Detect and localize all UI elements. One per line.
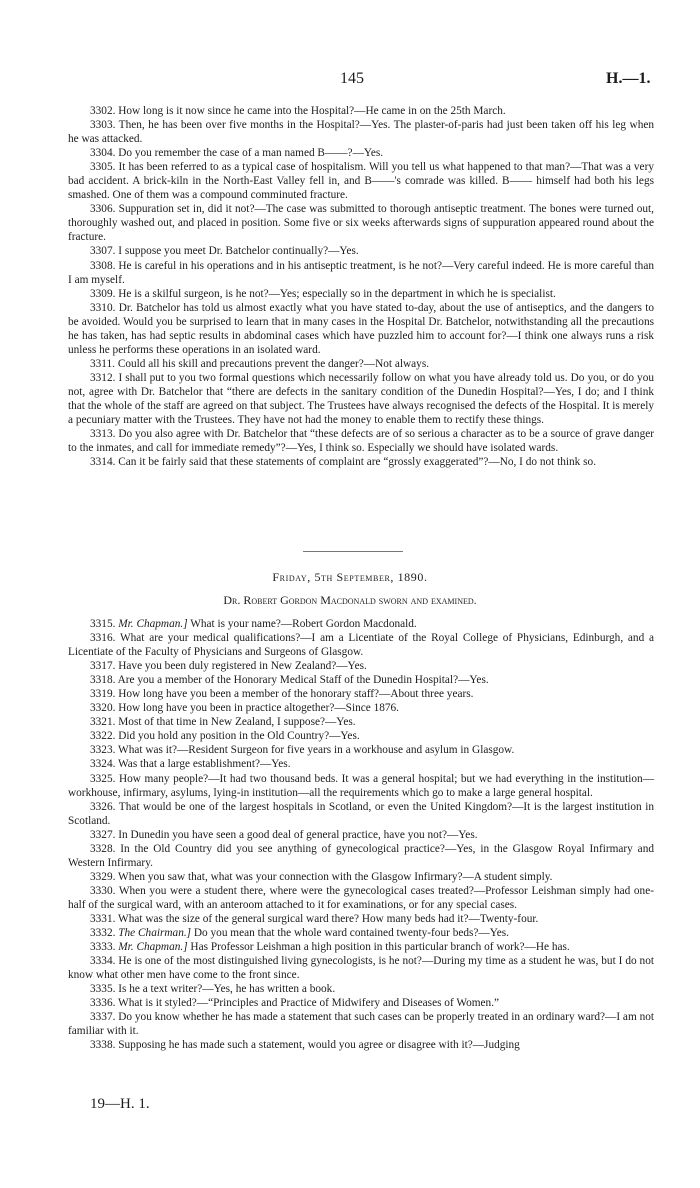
testimony-paragraph xyxy=(68,772,654,800)
question-answer-text: Do you know whether he has made a statement that such cases can be properly treated in an ordinary ward?—I am not familiar with it. xyxy=(68,1011,654,1038)
document-reference: H.—1. xyxy=(606,70,651,87)
testimony-paragraph xyxy=(68,659,654,673)
question-answer-text: Do you mean that the whole ward contained twenty-four beds?—Yes. xyxy=(191,927,509,940)
testimony-paragraph: 3304. Do you remember the case of a man named B——?—Yes. xyxy=(90,147,384,160)
testimony-paragraph xyxy=(68,1010,654,1038)
question-number: 3335. xyxy=(90,983,116,996)
question-answer-text: Has Professor Leishman a high position in this particular branch of work?—He has. xyxy=(187,941,570,954)
question-number: 3333. xyxy=(90,941,116,954)
testimony-paragraph xyxy=(68,912,654,926)
testimony-paragraph xyxy=(68,982,654,996)
question-number: 3326. xyxy=(90,800,116,813)
testimony-paragraph: 3303. Then, he has been over five months in the Hospital?—Yes. The plaster-of-paris had just been taken off his leg when he was attacked. xyxy=(68,119,654,146)
question-answer-text: He is one of the most distinguished living gynecologists, is he not?—During my time as a student he was, but I do not know what other men have come to the front since. xyxy=(68,955,654,982)
question-answer-text: What was it?—Resident Surgeon for five years in a workhouse and asylum in Glasgow. xyxy=(115,744,515,757)
testimony-section-2 xyxy=(68,617,654,1052)
question-number: 3331. xyxy=(90,912,116,925)
question-number: 3322. xyxy=(90,730,116,743)
testimony-paragraph xyxy=(68,631,654,659)
question-number: 3317. xyxy=(90,660,116,673)
question-answer-text: What are your medical qualifications?—I am a Licentiate of the Royal College of Physicians, Edinburgh, and a Licentiate of the Faculty of Physicians and Surgeons of Glasgow. xyxy=(68,632,654,659)
question-number: 3319. xyxy=(90,688,116,701)
question-answer-text: Have you been duly registered in New Zealand?—Yes. xyxy=(115,660,367,673)
question-number: 3334. xyxy=(90,955,116,968)
testimony-paragraph xyxy=(68,701,654,715)
question-answer-text: Did you hold any position in the Old Country?—Yes. xyxy=(115,730,360,743)
testimony-paragraph: 3302. How long is it now since he came into the Hospital?—He came in on the 25th March. xyxy=(90,105,506,117)
question-answer-text: How many people?—It had two thousand beds. It was a general hospital; but we had everything in the institution—workhouse, infirmary, asylums, lying-in institution—all the requirements which go to make a large general hospital. xyxy=(68,772,654,799)
page-number: 145 xyxy=(340,70,364,87)
question-number: 3318. xyxy=(90,674,116,687)
testimony-paragraph: 3308. He is careful in his operations and in his antiseptic treatment, is he not?—Very careful indeed. He is more careful than I am myself. xyxy=(68,259,654,286)
speaker-label: Mr. Chapman.] xyxy=(118,618,188,630)
question-answer-text: Most of that time in New Zealand, I suppose?—Yes. xyxy=(115,716,356,729)
testimony-paragraph xyxy=(68,828,654,842)
testimony-section-1 xyxy=(68,104,654,469)
question-number: 3321. xyxy=(90,716,116,729)
testimony-paragraph: 3311. Could all his skill and precautions prevent the danger?—Not always. xyxy=(90,357,430,370)
question-answer-text: What was the size of the general surgical ward there? How many beds had it?—Twenty-four. xyxy=(115,912,539,925)
question-number: 3323. xyxy=(90,744,116,757)
witness-heading: Dr. Robert Gordon Macdonald sworn and examined. xyxy=(223,593,477,607)
question-answer-text: Are you a member of the Honorary Medical Staff of the Dunedin Hospital?—Yes. xyxy=(115,674,489,687)
question-number: 3324. xyxy=(90,758,116,771)
testimony-paragraph xyxy=(68,757,654,771)
question-answer-text: When you saw that, what was your connection with the Glasgow Infirmary?—A student simply. xyxy=(115,870,553,883)
question-answer-text: What is it styled?—“Principles and Practice of Midwifery and Diseases of Women.” xyxy=(115,997,500,1010)
testimony-paragraph xyxy=(68,800,654,828)
testimony-paragraph xyxy=(68,884,654,912)
question-answer-text: How long have you been a member of the honorary staff?—About three years. xyxy=(115,688,474,701)
testimony-paragraph xyxy=(68,1038,654,1052)
question-number: 3325. xyxy=(90,772,116,785)
question-number: 3315. xyxy=(90,618,116,630)
question-number: 3332. xyxy=(90,927,116,940)
footer-signature: 19—H. 1. xyxy=(90,1096,150,1112)
section-divider xyxy=(303,551,403,552)
question-number: 3337. xyxy=(90,1011,116,1024)
speaker-label: The Chairman.] xyxy=(118,927,192,940)
testimony-paragraph xyxy=(68,617,654,631)
testimony-paragraph xyxy=(68,926,654,940)
testimony-paragraph xyxy=(68,940,654,954)
question-answer-text: In the Old Country did you see anything of gynecological practice?—Yes, in the Glasgow Royal Infirmary and Western Infirmary. xyxy=(68,842,654,869)
testimony-paragraph xyxy=(68,673,654,687)
question-answer-text: When you were a student there, where were the gynecological cases treated?—Professor Leishman simply had one-half of the surgical ward, with an anteroom attached to it for examinations, or for any special cases. xyxy=(68,884,654,911)
testimony-paragraph: 3310. Dr. Batchelor has told us almost exactly what you have stated to-day, about the use of antiseptics, and the dangers to be avoided. Would you be surprised to learn that in many cases in the Hospital Dr. Batchelor, notwithstanding all the precautions he has taken, has had septic results in abdominal cases which have puzzled him to account for?—I think one always runs a risk unless he performs these operations in an isolated ward. xyxy=(68,301,654,356)
testimony-paragraph xyxy=(68,954,654,982)
question-number: 3328. xyxy=(90,842,116,855)
testimony-paragraph: 3312. I shall put to you two formal questions which necessarily follow on what you have already told us. Do you, or do you not, agree with Dr. Batchelor that “there are defects in the sanitary condition of the Dunedin Hospital?—Yes, I do; and I think that the whole of the staff are agreed on that subject. The Trustees have always recognised the defects of the Hospital. It is merely a pecuniary matter with the Trustees. They have not had the money to enable them to rectify these things. xyxy=(68,371,654,427)
testimony-paragraph xyxy=(68,715,654,729)
question-answer-text: What is your name?—Robert Gordon Macdonald. xyxy=(187,618,417,630)
question-number: 3329. xyxy=(90,870,116,883)
question-number: 3320. xyxy=(90,702,116,715)
testimony-paragraph: 3307. I suppose you meet Dr. Batchelor continually?—Yes. xyxy=(90,245,359,258)
question-answer-text: In Dunedin you have seen a good deal of general practice, have you not?—Yes. xyxy=(115,828,478,841)
testimony-paragraph xyxy=(68,870,654,884)
question-answer-text: That would be one of the largest hospitals in Scotland, or even the United Kingdom?—It is the largest institution in Scotland. xyxy=(68,800,654,827)
speaker-label: Mr. Chapman.] xyxy=(118,941,188,954)
testimony-paragraph xyxy=(68,842,654,870)
question-number: 3330. xyxy=(90,884,116,897)
testimony-paragraph xyxy=(68,729,654,743)
testimony-paragraph xyxy=(68,743,654,757)
testimony-paragraph: 3305. It has been referred to as a typical case of hospitalism. Will you tell us what happened to that man?—That was a very bad accident. A brick-kiln in the North-East Valley fell in, and B——'s comrade was killed. B—— himself had both his legs smashed. One of them was a compound comminuted fracture. xyxy=(68,161,654,202)
date-heading: Friday, 5th September, 1890. xyxy=(272,570,428,584)
question-number: 3336. xyxy=(90,997,116,1010)
question-number: 3338. xyxy=(90,1039,116,1052)
question-number: 3316. xyxy=(90,632,116,645)
testimony-paragraph: 3309. He is a skilful surgeon, is he not?—Yes; especially so in the department in which he is specialist. xyxy=(90,287,556,300)
question-answer-text: Is he a text writer?—Yes, he has written a book. xyxy=(115,983,336,996)
question-answer-text: Was that a large establishment?—Yes. xyxy=(115,758,291,771)
question-number: 3327. xyxy=(90,828,116,841)
question-answer-text: How long have you been in practice altogether?—Since 1876. xyxy=(115,702,400,715)
testimony-paragraph: 3313. Do you also agree with Dr. Batchelor that “these defects are of so serious a character as to be a source of grave danger to the inmates, and call for immediate remedy”?—Yes, I think so. Especially we should have isolated wards. xyxy=(68,428,654,455)
testimony-paragraph: 3314. Can it be fairly said that these statements of complaint are “grossly exaggerated”?—No, I do not think so. xyxy=(90,456,597,469)
testimony-paragraph xyxy=(68,996,654,1010)
testimony-paragraph: 3306. Suppuration set in, did it not?—The case was submitted to thorough antiseptic treatment. The bones were turned out, thoroughly washed out, and placed in position. Some five or six weeks afterwards signs of suppuration appeared round about the fracture. xyxy=(68,203,654,244)
testimony-paragraph xyxy=(68,687,654,701)
question-answer-text: Supposing he has made such a statement, would you agree or disagree with it?—Judging xyxy=(115,1039,520,1052)
